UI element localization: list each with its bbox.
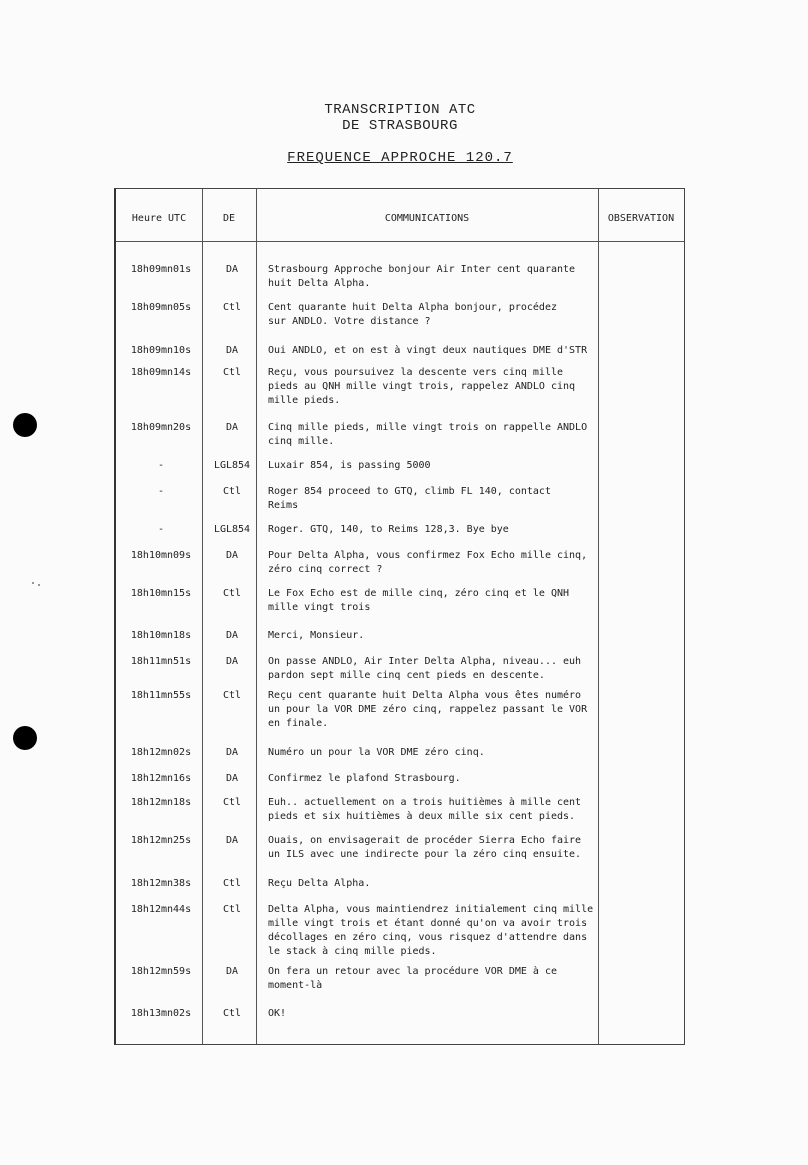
speaker-cell: DA — [225, 422, 239, 433]
communication-cell: Roger. GTQ, 140, to Reims 128,3. Bye bye — [268, 524, 509, 535]
time-cell: 18h11mn51s — [130, 656, 192, 667]
communication-cell: Confirmez le plafond Strasbourg. — [268, 773, 461, 784]
speaker-cell: DA — [225, 264, 239, 275]
time-cell: 18h12mn59s — [130, 966, 192, 977]
time-cell: 18h12mn02s — [130, 747, 192, 758]
communication-cell: Roger 854 proceed to GTQ, climb FL 140, contact Reims — [268, 486, 551, 511]
header-divider — [116, 241, 684, 242]
column-header-time: Heure UTC — [131, 213, 187, 224]
punch-hole — [13, 413, 37, 437]
time-cell: 18h12mn38s — [130, 878, 192, 889]
speaker-cell: LGL854 — [213, 460, 251, 471]
communication-cell: Pour Delta Alpha, vous confirmez Fox Echo mille cinq, zéro cinq correct ? — [268, 550, 588, 575]
speaker-cell: DA — [225, 966, 239, 977]
column-header-observation: OBSERVATION — [607, 213, 675, 224]
communication-cell: On fera un retour avec la procédure VOR DME à ce moment-là — [268, 966, 557, 991]
time-cell: 18h09mn14s — [130, 367, 192, 378]
time-cell: 18h11mn55s — [130, 690, 192, 701]
speaker-cell: LGL854 — [213, 524, 251, 535]
punch-hole — [13, 726, 37, 750]
communication-cell: OK! — [268, 1008, 287, 1019]
speaker-cell: Ctl — [222, 486, 242, 497]
communication-cell: Merci, Monsieur. — [268, 630, 365, 641]
communication-cell: Oui ANDLO, et on est à vingt deux nautiques DME d'STR — [268, 345, 588, 356]
time-cell: 18h12mn18s — [130, 797, 192, 808]
speaker-cell: Ctl — [222, 797, 242, 808]
column-divider — [598, 189, 599, 1044]
time-cell: 18h12mn16s — [130, 773, 192, 784]
communication-cell: Numéro un pour la VOR DME zéro cinq. — [268, 747, 485, 758]
frequency-heading: FREQUENCE APPROCHE 120.7 — [287, 150, 513, 166]
speaker-cell: Ctl — [222, 588, 242, 599]
time-cell: 18h10mn09s — [130, 550, 192, 561]
document-subtitle: DE STRASBOURG — [342, 118, 458, 134]
communication-cell: Euh.. actuellement on a trois huitièmes à mille cent pieds et six huitièmes à deux mille six cent pieds. — [268, 797, 582, 822]
column-header-communications: COMMUNICATIONS — [384, 213, 470, 224]
column-divider — [256, 189, 257, 1044]
scan-speck — [38, 584, 40, 586]
column-header-from: DE — [222, 213, 236, 224]
communication-cell: Ouais, on envisagerait de procéder Sierra Echo faire un ILS avec une indirecte pour la zéro cinq ensuite. — [268, 835, 582, 860]
time-cell: 18h09mn01s — [130, 264, 192, 275]
communication-cell: Luxair 854, is passing 5000 — [268, 460, 431, 471]
scan-speck — [32, 582, 34, 584]
time-cell: 18h12mn25s — [130, 835, 192, 846]
speaker-cell: DA — [225, 656, 239, 667]
time-cell: 18h10mn18s — [130, 630, 192, 641]
speaker-cell: Ctl — [222, 367, 242, 378]
time-cell: 18h09mn10s — [130, 345, 192, 356]
speaker-cell: Ctl — [222, 302, 242, 313]
speaker-cell: DA — [225, 345, 239, 356]
speaker-cell: DA — [225, 747, 239, 758]
speaker-cell: DA — [225, 835, 239, 846]
speaker-cell: Ctl — [222, 1008, 242, 1019]
speaker-cell: Ctl — [222, 690, 242, 701]
transcript-table — [114, 188, 685, 1045]
communication-cell: On passe ANDLO, Air Inter Delta Alpha, niveau... euh pardon sept mille cinq cent pieds en descente. — [268, 656, 582, 681]
speaker-cell: Ctl — [222, 904, 242, 915]
speaker-cell: DA — [225, 630, 239, 641]
time-cell: 18h10mn15s — [130, 588, 192, 599]
time-cell: - — [157, 486, 165, 497]
time-cell: - — [157, 524, 165, 535]
time-cell: 18h09mn05s — [130, 302, 192, 313]
time-cell: 18h09mn20s — [130, 422, 192, 433]
time-cell: 18h13mn02s — [130, 1008, 192, 1019]
time-cell: 18h12mn44s — [130, 904, 192, 915]
communication-cell: Cent quarante huit Delta Alpha bonjour, procédez sur ANDLO. Votre distance ? — [268, 302, 557, 327]
speaker-cell: Ctl — [222, 878, 242, 889]
communication-cell: Reçu cent quarante huit Delta Alpha vous êtes numéro un pour la VOR DME zéro cinq, rappelez passant le VOR en finale. — [268, 690, 588, 729]
speaker-cell: DA — [225, 550, 239, 561]
communication-cell: Cinq mille pieds, mille vingt trois on rappelle ANDLO cinq mille. — [268, 422, 588, 447]
document-title: TRANSCRIPTION ATC — [324, 102, 476, 118]
communication-cell: Strasbourg Approche bonjour Air Inter cent quarante huit Delta Alpha. — [268, 264, 576, 289]
time-cell: - — [157, 460, 165, 471]
communication-cell: Reçu, vous poursuivez la descente vers cinq mille pieds au QNH mille vingt trois, rappelez ANDLO cinq mille pieds. — [268, 367, 576, 406]
communication-cell: Reçu Delta Alpha. — [268, 878, 371, 889]
communication-cell: Delta Alpha, vous maintiendrez initialement cinq mille mille vingt trois et étant donné qu'on va avoir trois décollages en zéro cinq, vous risquez d'attendre dans le stack à cinq mille pieds. — [268, 904, 594, 957]
speaker-cell: DA — [225, 773, 239, 784]
communication-cell: Le Fox Echo est de mille cinq, zéro cinq et le QNH mille vingt trois — [268, 588, 570, 613]
